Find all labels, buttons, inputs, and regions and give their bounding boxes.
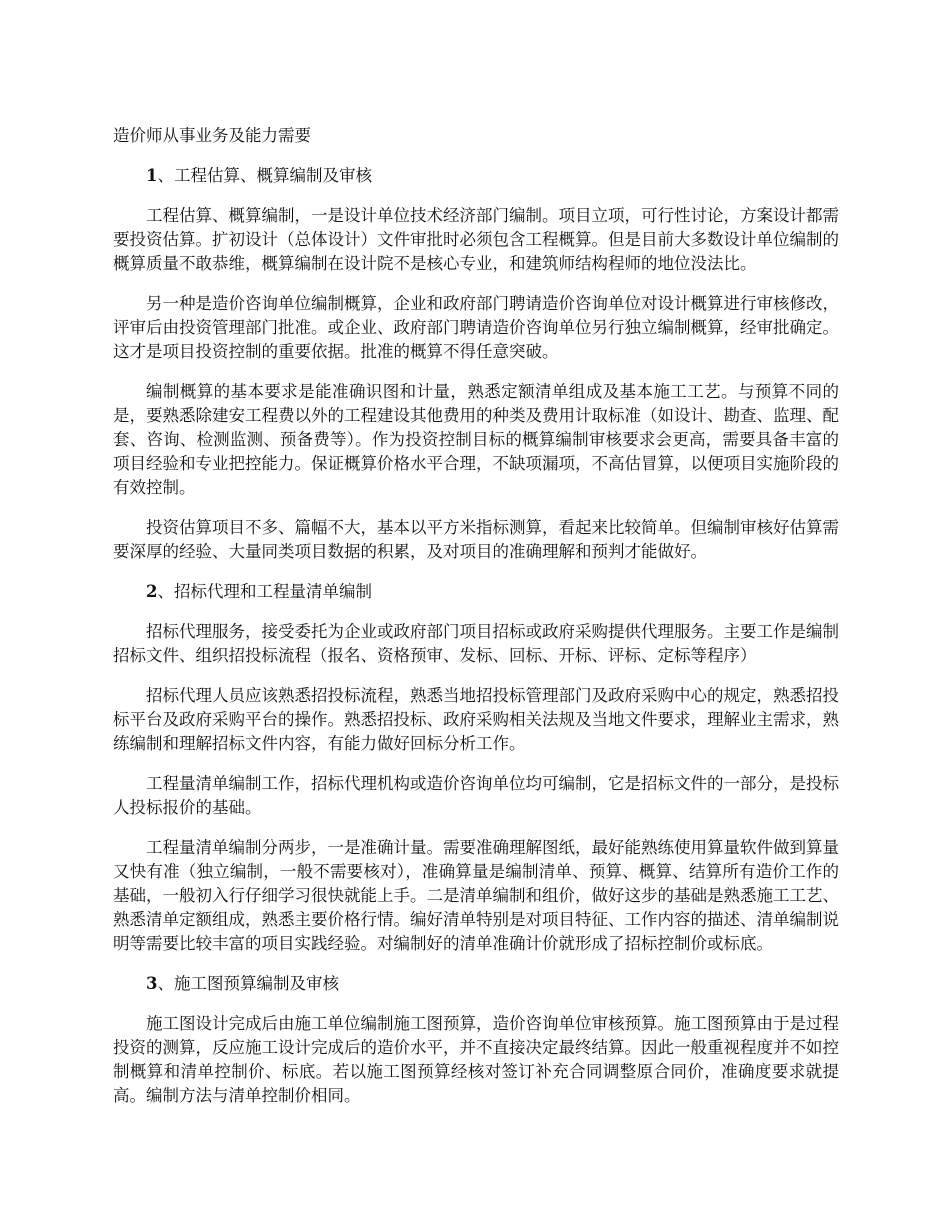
section-heading-text: 、施工图预算编制及审核 xyxy=(157,974,339,993)
section-heading-1 xyxy=(113,164,839,188)
paragraph: 工程量清单编制分两步，一是准确计量。需要准确理解图纸，最好能熟练使用算量软件做到算量又快有准（独立编制，一般不需要核对），准确算量是编制清单、预算、概算、结算所有造价工作的基础，一般初入行仔细学习很快就能上手。二是清单编制和组价，做好这步的基础是熟悉施工工艺、熟悉清单定额组成，熟悉主要价格行情。编好清单特别是对项目特征、工作内容的描述、清单编制说明等需要比较丰富的项目实践经验。对编制好的清单准确计价就形成了招标控制价或标底。 xyxy=(113,838,839,953)
paragraph: 工程估算、概算编制，一是设计单位技术经济部门编制。项目立项，可行性讨论，方案设计都需要投资估算。扩初设计（总体设计）文件审批时必须包含工程概算。但是目前大多数设计单位编制的概算质量不敢恭维，概算编制在设计院不是核心专业，和建筑师结构程师的地位没法比。 xyxy=(113,206,839,273)
document-title: 造价师从事业务及能力需要 xyxy=(113,126,311,145)
section-number: 1 xyxy=(146,166,158,185)
paragraph: 施工图设计完成后由施工单位编制施工图预算，造价咨询单位审核预算。施工图预算由于是过程投资的测算，反应施工设计完成后的造价水平，并不直接决定最终结算。因此一般重视程度并不如控制概算和清单控制价、标底。若以施工图预算经核对签订补充合同调整原合同价，准确度要求就提高。编制方法与清单控制价相同。 xyxy=(113,1014,839,1105)
paragraph: 另一种是造价咨询单位编制概算，企业和政府部门聘请造价咨询单位对设计概算进行审核修改，评审后由投资管理部门批准。或企业、政府部门聘请造价咨询单位另行独立编制概算，经审批确定。这才是项目投资控制的重要依据。批准的概算不得任意突破。 xyxy=(113,294,839,361)
paragraph: 投资估算项目不多、篇幅不大，基本以平方米指标测算，看起来比较简单。但编制审核好估算需要深厚的经验、大量同类项目数据的积累，及对项目的准确理解和预判才能做好。 xyxy=(113,518,839,561)
section-heading-3 xyxy=(113,972,839,996)
paragraph: 工程量清单编制工作，招标代理机构或造价咨询单位均可编制，它是招标文件的一部分，是投标人投标报价的基础。 xyxy=(113,774,839,817)
paragraph: 招标代理服务，接受委托为企业或政府部门项目招标或政府采购提供代理服务。主要工作是编制招标文件、组织招投标流程（报名、资格预审、发标、回标、开标、评标、定标等程序） xyxy=(113,622,839,665)
section-number: 2 xyxy=(146,582,158,601)
paragraph: 招标代理人员应该熟悉招投标流程，熟悉当地招投标管理部门及政府采购中心的规定，熟悉招投标平台及政府采购平台的操作。熟悉招投标、政府采购相关法规及当地文件要求，理解业主需求，熟练编制和理解招标文件内容，有能力做好回标分析工作。 xyxy=(113,686,839,753)
paragraph: 编制概算的基本要求是能准确识图和计量，熟悉定额清单组成及基本施工工艺。与预算不同的是，要熟悉除建安工程费以外的工程建设其他费用的种类及费用计取标准（如设计、勘查、监理、配套、咨询、检测监测、预备费等）。作为投资控制目标的概算编制审核要求会更高，需要具备丰富的项目经验和专业把控能力。保证概算价格水平合理，不缺项漏项，不高估冒算，以便项目实施阶段的有效控制。 xyxy=(113,382,839,497)
section-heading-text: 、工程估算、概算编制及审核 xyxy=(157,166,372,185)
document-body xyxy=(113,124,839,1124)
section-heading-text: 、招标代理和工程量清单编制 xyxy=(157,582,372,601)
section-number: 3 xyxy=(146,974,158,993)
section-heading-2 xyxy=(113,580,839,604)
